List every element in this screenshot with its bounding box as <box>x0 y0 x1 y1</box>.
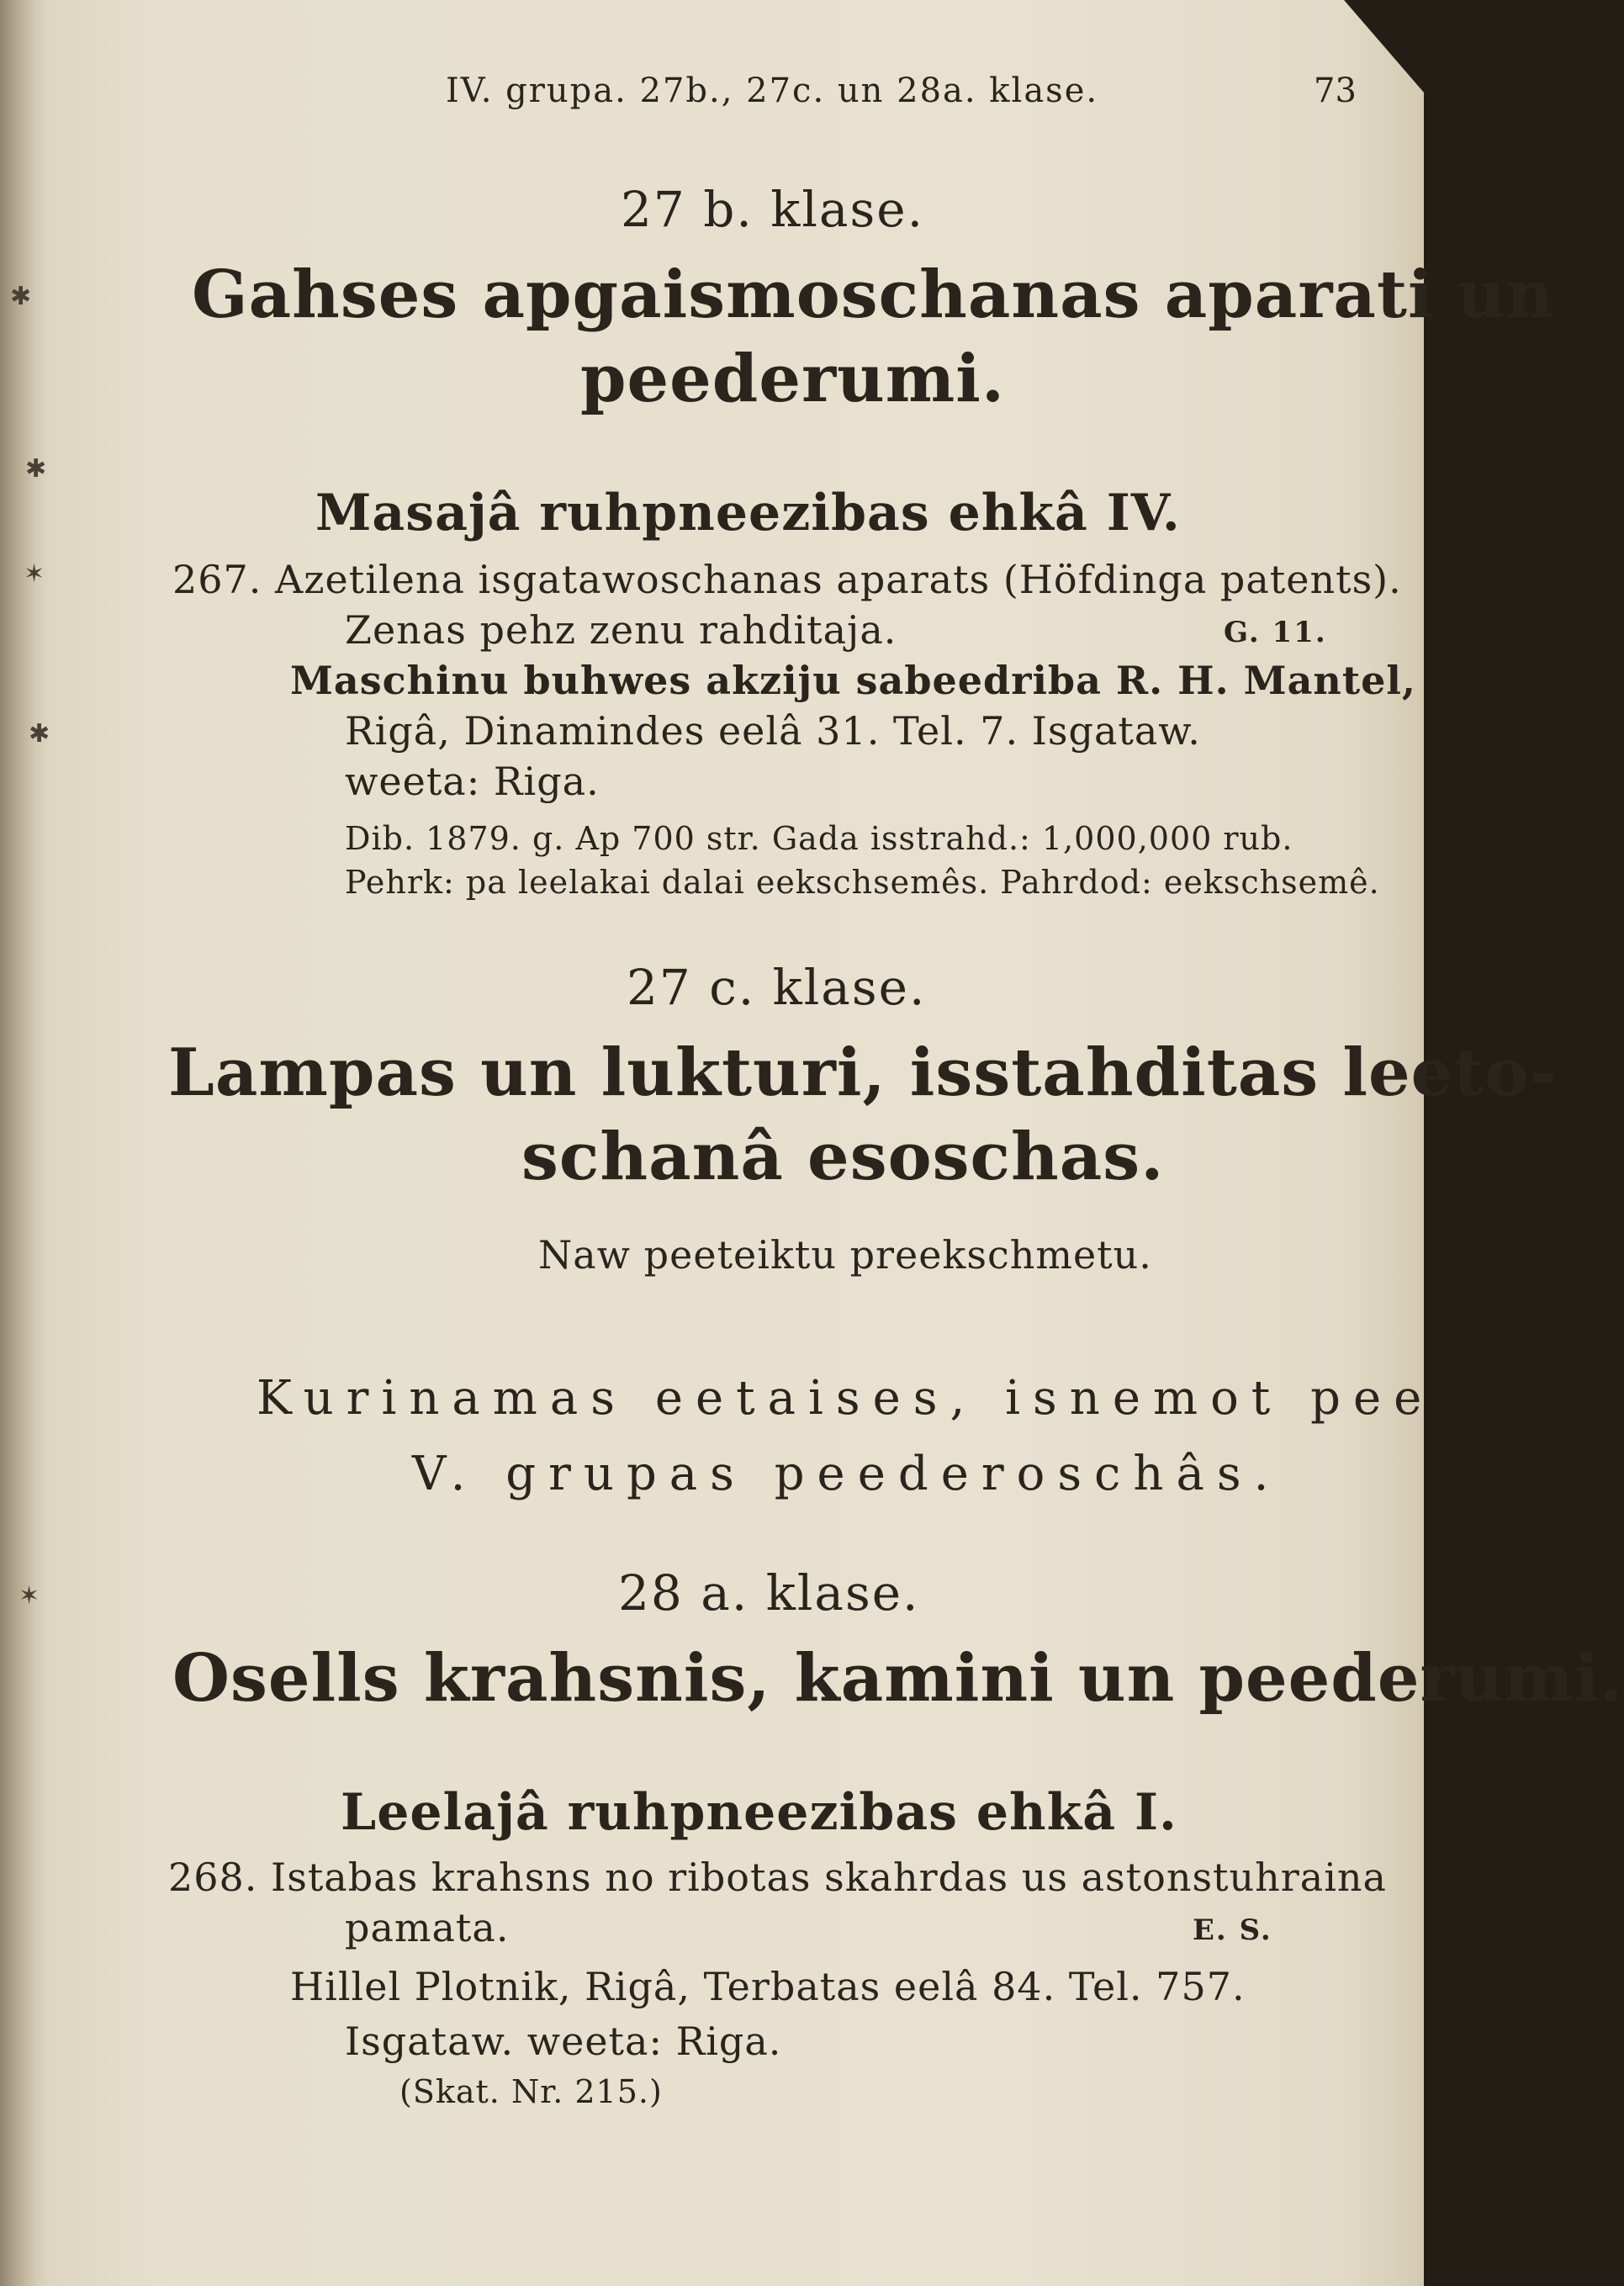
entry-268-location: Isgataw. weeta: Riga. <box>345 2019 782 2064</box>
class-title-27c: 27 c. klase. <box>627 959 927 1016</box>
fuel-devices-note-line1: Kurinamas eetaises, isnemot pee <box>257 1371 1435 1426</box>
location-heading-27b: Masajâ ruhpneezibas ehkâ IV. <box>315 484 1181 542</box>
location-heading-28a: Leelajâ ruhpneezibas ehkâ I. <box>341 1783 1177 1842</box>
page-number: 73 <box>1314 71 1357 110</box>
entry-267-description: 267. Azetilena isgatawoschanas aparats (Höfdinga patents). <box>172 557 1402 602</box>
running-header: IV. grupa. 27b., 27c. un 28a. klase. <box>446 71 1099 110</box>
entry-268-description: 268. Istabas krahsns no ribotas skahrdas us astonstuhraina <box>168 1855 1387 1900</box>
margin-mark: ✱ <box>25 454 47 484</box>
class-title-28a: 28 a. klase. <box>618 1564 920 1622</box>
entry-268-tag: E. S. <box>1193 1913 1272 1947</box>
entry-267-location: weeta: Riga. <box>345 759 600 804</box>
section-heading-27c-line2: schanâ esoschas. <box>521 1119 1165 1195</box>
class-title-27b: 27 b. klase. <box>621 181 925 238</box>
margin-mark: ✱ <box>10 282 32 311</box>
fuel-devices-note-line2: V. grupas peederoschâs. <box>412 1447 1282 1501</box>
page-binding <box>0 0 35 2286</box>
entry-267-tag: G. 11. <box>1224 616 1327 649</box>
entry-267-address: Rigâ, Dinamindes eelâ 31. Tel. 7. Isgataw. <box>345 708 1201 754</box>
entry-267-founded: Dib. 1879. g. Ap 700 str. Gada isstrahd.: 1,000,000 rub. <box>345 820 1293 857</box>
entry-268-description-cont: pamata. <box>345 1905 510 1950</box>
section-heading-27b-line1: Gahses apgaismoschanas aparati un <box>192 257 1555 333</box>
margin-mark: ✶ <box>24 559 45 589</box>
section-heading-27c-line1: Lampas un lukturi, isstahditas leeto- <box>168 1035 1558 1111</box>
entry-267-sales: Pehrk: pa leelakai dalai eekschsemês. Pahrdod: eekschsemê. <box>345 864 1380 901</box>
entry-267-company: Maschinu buhwes akziju sabeedriba R. H. Mantel, <box>290 658 1416 703</box>
margin-mark: ✱ <box>29 719 50 749</box>
margin-mark: ✶ <box>19 1581 40 1611</box>
section-heading-27b-line2: peederumi. <box>580 341 1006 417</box>
entry-268-company: Hillel Plotnik, Rigâ, Terbatas eelâ 84. Tel. 757. <box>290 1964 1246 2009</box>
entry-268-reference: (Skat. Nr. 215.) <box>399 2073 663 2110</box>
entry-267-price: Zenas pehz zenu rahditaja. <box>345 607 897 653</box>
section-heading-28a: Osells krahsnis, kamini un peederumi. <box>172 1640 1624 1717</box>
no-entries-note: Naw peeteiktu preekschmetu. <box>538 1232 1152 1278</box>
